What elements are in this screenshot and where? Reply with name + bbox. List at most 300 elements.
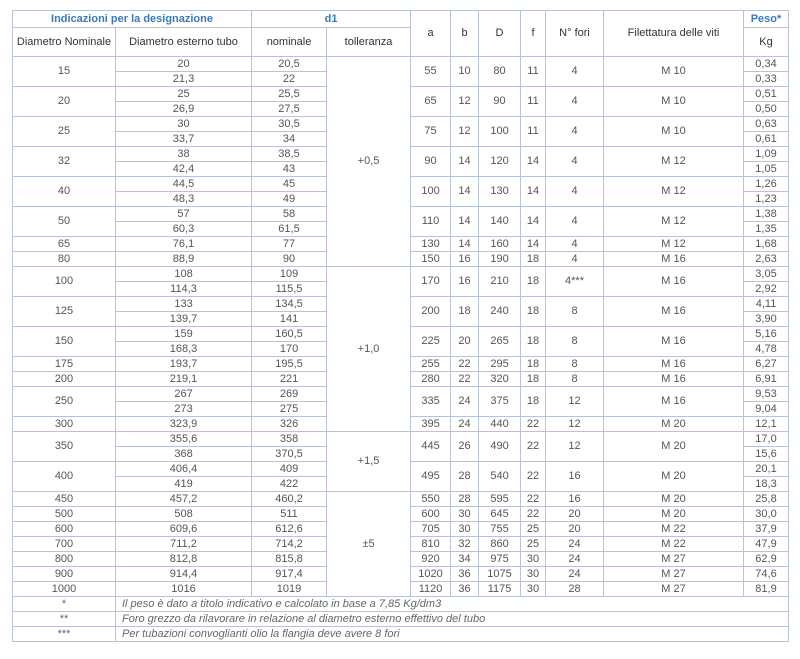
thread-cell: M 27: [604, 567, 744, 582]
d1-nominal-cell: 27,5: [252, 102, 327, 117]
d1-nominal-cell: 409: [252, 462, 327, 477]
a-cell: 130: [411, 237, 451, 252]
nominal-diameter-cell: 300: [13, 417, 116, 432]
outer-diameter-cell: 1016: [116, 582, 252, 597]
D-cell: 320: [479, 372, 521, 387]
d1-nominal-cell: 170: [252, 342, 327, 357]
f-cell: 18: [521, 297, 546, 327]
thread-cell: M 20: [604, 507, 744, 522]
thread-cell: M 16: [604, 372, 744, 387]
a-cell: 150: [411, 252, 451, 267]
nominal-diameter-cell: 100: [13, 267, 116, 297]
footnote-row: [13, 597, 789, 612]
weight-cell: 74,6: [744, 567, 789, 582]
a-cell: 705: [411, 522, 451, 537]
outer-diameter-cell: 508: [116, 507, 252, 522]
D-cell: 160: [479, 237, 521, 252]
header-kg: Kg: [744, 28, 789, 57]
footnote-text: Per tubazioni convoglianti olio la flangia deve avere 8 fori: [116, 627, 789, 642]
a-cell: 170: [411, 267, 451, 297]
weight-cell: 12,1: [744, 417, 789, 432]
outer-diameter-cell: 88,9: [116, 252, 252, 267]
a-cell: 225: [411, 327, 451, 357]
weight-cell: 0,33: [744, 72, 789, 87]
weight-cell: 9,53: [744, 387, 789, 402]
tolerance-cell: +1,5: [327, 432, 411, 492]
holes-cell: 4: [546, 177, 604, 207]
D-cell: 100: [479, 117, 521, 147]
d1-nominal-cell: 30,5: [252, 117, 327, 132]
holes-cell: 28: [546, 582, 604, 597]
D-cell: 755: [479, 522, 521, 537]
b-cell: 22: [451, 372, 479, 387]
f-cell: 30: [521, 552, 546, 567]
holes-cell: 4: [546, 147, 604, 177]
b-cell: 32: [451, 537, 479, 552]
outer-diameter-cell: 44,5: [116, 177, 252, 192]
weight-cell: 2,63: [744, 252, 789, 267]
a-cell: 495: [411, 462, 451, 492]
f-cell: 22: [521, 462, 546, 492]
d1-nominal-cell: 714,2: [252, 537, 327, 552]
holes-cell: 16: [546, 492, 604, 507]
holes-cell: 12: [546, 387, 604, 417]
a-cell: 1120: [411, 582, 451, 597]
d1-nominal-cell: 326: [252, 417, 327, 432]
weight-cell: 5,16: [744, 327, 789, 342]
f-cell: 30: [521, 582, 546, 597]
outer-diameter-cell: 323,9: [116, 417, 252, 432]
nominal-diameter-cell: 450: [13, 492, 116, 507]
D-cell: 860: [479, 537, 521, 552]
footnote-text: Il peso è dato a titolo indicativo e calcolato in base a 7,85 Kg/dm3: [116, 597, 789, 612]
weight-cell: 1,38: [744, 207, 789, 222]
holes-cell: 8: [546, 357, 604, 372]
a-cell: 920: [411, 552, 451, 567]
thread-cell: M 12: [604, 147, 744, 177]
thread-cell: M 10: [604, 87, 744, 117]
outer-diameter-cell: 219,1: [116, 372, 252, 387]
tolerance-cell: ±5: [327, 492, 411, 597]
b-cell: 14: [451, 147, 479, 177]
outer-diameter-cell: 114,3: [116, 282, 252, 297]
table-row: [13, 267, 789, 282]
b-cell: 16: [451, 252, 479, 267]
f-cell: 25: [521, 537, 546, 552]
weight-cell: 1,26: [744, 177, 789, 192]
holes-cell: 4: [546, 237, 604, 252]
D-cell: 265: [479, 327, 521, 357]
holes-cell: 24: [546, 567, 604, 582]
f-cell: 11: [521, 87, 546, 117]
d1-nominal-cell: 221: [252, 372, 327, 387]
weight-cell: 3,05: [744, 267, 789, 282]
header-weight: Peso*: [744, 11, 789, 28]
D-cell: 540: [479, 462, 521, 492]
a-cell: 395: [411, 417, 451, 432]
footnote-mark: **: [13, 612, 116, 627]
b-cell: 30: [451, 522, 479, 537]
D-cell: 975: [479, 552, 521, 567]
f-cell: 30: [521, 567, 546, 582]
b-cell: 36: [451, 567, 479, 582]
weight-cell: 9,04: [744, 402, 789, 417]
D-cell: 210: [479, 267, 521, 297]
nominal-diameter-cell: 125: [13, 297, 116, 327]
d1-nominal-cell: 815,8: [252, 552, 327, 567]
header-outer-diameter: Diametro esterno tubo: [116, 28, 252, 57]
weight-cell: 17,0: [744, 432, 789, 447]
D-cell: 490: [479, 432, 521, 462]
a-cell: 55: [411, 57, 451, 87]
d1-nominal-cell: 134,5: [252, 297, 327, 312]
weight-cell: 0,50: [744, 102, 789, 117]
outer-diameter-cell: 267: [116, 387, 252, 402]
outer-diameter-cell: 133: [116, 297, 252, 312]
nominal-diameter-cell: 700: [13, 537, 116, 552]
weight-cell: 3,90: [744, 312, 789, 327]
d1-nominal-cell: 422: [252, 477, 327, 492]
f-cell: 18: [521, 327, 546, 357]
thread-cell: M 22: [604, 537, 744, 552]
outer-diameter-cell: 193,7: [116, 357, 252, 372]
d1-nominal-cell: 20,5: [252, 57, 327, 72]
thread-cell: M 20: [604, 432, 744, 462]
weight-cell: 0,51: [744, 87, 789, 102]
nominal-diameter-cell: 350: [13, 432, 116, 462]
f-cell: 14: [521, 207, 546, 237]
b-cell: 18: [451, 297, 479, 327]
holes-cell: 12: [546, 417, 604, 432]
d1-nominal-cell: 511: [252, 507, 327, 522]
footnote-text: Foro grezzo da rilavorare in relazione al diametro esterno effettivo del tubo: [116, 612, 789, 627]
nominal-diameter-cell: 200: [13, 372, 116, 387]
weight-cell: 0,63: [744, 117, 789, 132]
D-cell: 130: [479, 177, 521, 207]
nominal-diameter-cell: 65: [13, 237, 116, 252]
thread-cell: M 16: [604, 327, 744, 357]
nominal-diameter-cell: 175: [13, 357, 116, 372]
d1-nominal-cell: 1019: [252, 582, 327, 597]
d1-nominal-cell: 49: [252, 192, 327, 207]
weight-cell: 30,0: [744, 507, 789, 522]
thread-cell: M 27: [604, 582, 744, 597]
a-cell: 335: [411, 387, 451, 417]
weight-cell: 0,34: [744, 57, 789, 72]
outer-diameter-cell: 419: [116, 477, 252, 492]
outer-diameter-cell: 168,3: [116, 342, 252, 357]
holes-cell: 8: [546, 372, 604, 387]
header-designation: Indicazioni per la designazione: [13, 11, 252, 28]
nominal-diameter-cell: 900: [13, 567, 116, 582]
f-cell: 18: [521, 372, 546, 387]
f-cell: 22: [521, 507, 546, 522]
holes-cell: 16: [546, 462, 604, 492]
a-cell: 90: [411, 147, 451, 177]
f-cell: 14: [521, 147, 546, 177]
d1-nominal-cell: 195,5: [252, 357, 327, 372]
weight-cell: 37,9: [744, 522, 789, 537]
table-row: [13, 432, 789, 447]
header-nominal-diameter: Diametro Nominale: [13, 28, 116, 57]
holes-cell: 12: [546, 432, 604, 462]
outer-diameter-cell: 42,4: [116, 162, 252, 177]
thread-cell: M 12: [604, 237, 744, 252]
D-cell: 120: [479, 147, 521, 177]
outer-diameter-cell: 406,4: [116, 462, 252, 477]
header-thread: Filettatura delle viti: [604, 11, 744, 57]
D-cell: 440: [479, 417, 521, 432]
weight-cell: 1,09: [744, 147, 789, 162]
d1-nominal-cell: 275: [252, 402, 327, 417]
holes-cell: 4: [546, 57, 604, 87]
weight-cell: 15,6: [744, 447, 789, 462]
weight-cell: 6,27: [744, 357, 789, 372]
holes-cell: 4: [546, 117, 604, 147]
a-cell: 255: [411, 357, 451, 372]
a-cell: 810: [411, 537, 451, 552]
header-d1: d1: [252, 11, 411, 28]
tolerance-cell: +1,0: [327, 267, 411, 432]
d1-nominal-cell: 22: [252, 72, 327, 87]
tolerance-cell: +0,5: [327, 57, 411, 267]
outer-diameter-cell: 33,7: [116, 132, 252, 147]
outer-diameter-cell: 57: [116, 207, 252, 222]
thread-cell: M 20: [604, 417, 744, 432]
weight-cell: 81,9: [744, 582, 789, 597]
thread-cell: M 22: [604, 522, 744, 537]
thread-cell: M 16: [604, 357, 744, 372]
nominal-diameter-cell: 150: [13, 327, 116, 357]
f-cell: 25: [521, 522, 546, 537]
outer-diameter-cell: 26,9: [116, 102, 252, 117]
D-cell: 1175: [479, 582, 521, 597]
b-cell: 16: [451, 267, 479, 297]
thread-cell: M 16: [604, 297, 744, 327]
b-cell: 24: [451, 387, 479, 417]
nominal-diameter-cell: 40: [13, 177, 116, 207]
weight-cell: 1,35: [744, 222, 789, 237]
b-cell: 14: [451, 237, 479, 252]
outer-diameter-cell: 21,3: [116, 72, 252, 87]
b-cell: 14: [451, 207, 479, 237]
nominal-diameter-cell: 1000: [13, 582, 116, 597]
d1-nominal-cell: 358: [252, 432, 327, 447]
holes-cell: 4***: [546, 267, 604, 297]
holes-cell: 20: [546, 522, 604, 537]
holes-cell: 8: [546, 327, 604, 357]
weight-cell: 4,11: [744, 297, 789, 312]
outer-diameter-cell: 457,2: [116, 492, 252, 507]
a-cell: 550: [411, 492, 451, 507]
outer-diameter-cell: 368: [116, 447, 252, 462]
outer-diameter-cell: 76,1: [116, 237, 252, 252]
outer-diameter-cell: 38: [116, 147, 252, 162]
footnote-row: [13, 612, 789, 627]
holes-cell: 4: [546, 252, 604, 267]
f-cell: 14: [521, 237, 546, 252]
b-cell: 24: [451, 417, 479, 432]
D-cell: 295: [479, 357, 521, 372]
f-cell: 22: [521, 492, 546, 507]
outer-diameter-cell: 20: [116, 57, 252, 72]
a-cell: 110: [411, 207, 451, 237]
header-nominal: nominale: [252, 28, 327, 57]
header-a: a: [411, 11, 451, 57]
thread-cell: M 10: [604, 117, 744, 147]
D-cell: 80: [479, 57, 521, 87]
d1-nominal-cell: 917,4: [252, 567, 327, 582]
weight-cell: 0,61: [744, 132, 789, 147]
D-cell: 190: [479, 252, 521, 267]
d1-nominal-cell: 43: [252, 162, 327, 177]
holes-cell: 24: [546, 537, 604, 552]
a-cell: 445: [411, 432, 451, 462]
holes-cell: 4: [546, 87, 604, 117]
nominal-diameter-cell: 50: [13, 207, 116, 237]
d1-nominal-cell: 90: [252, 252, 327, 267]
outer-diameter-cell: 108: [116, 267, 252, 282]
b-cell: 14: [451, 177, 479, 207]
a-cell: 200: [411, 297, 451, 327]
d1-nominal-cell: 269: [252, 387, 327, 402]
weight-cell: 25,8: [744, 492, 789, 507]
holes-cell: 24: [546, 552, 604, 567]
D-cell: 375: [479, 387, 521, 417]
thread-cell: M 16: [604, 387, 744, 417]
thread-cell: M 20: [604, 492, 744, 507]
weight-cell: 4,78: [744, 342, 789, 357]
holes-cell: 4: [546, 207, 604, 237]
header-b: b: [451, 11, 479, 57]
D-cell: 595: [479, 492, 521, 507]
nominal-diameter-cell: 500: [13, 507, 116, 522]
nominal-diameter-cell: 32: [13, 147, 116, 177]
b-cell: 22: [451, 357, 479, 372]
weight-cell: 20,1: [744, 462, 789, 477]
b-cell: 20: [451, 327, 479, 357]
a-cell: 600: [411, 507, 451, 522]
d1-nominal-cell: 58: [252, 207, 327, 222]
thread-cell: M 12: [604, 207, 744, 237]
d1-nominal-cell: 109: [252, 267, 327, 282]
b-cell: 12: [451, 117, 479, 147]
weight-cell: 2,92: [744, 282, 789, 297]
d1-nominal-cell: 370,5: [252, 447, 327, 462]
nominal-diameter-cell: 400: [13, 462, 116, 492]
a-cell: 75: [411, 117, 451, 147]
f-cell: 18: [521, 252, 546, 267]
weight-cell: 6,91: [744, 372, 789, 387]
header-f: f: [521, 11, 546, 57]
footnote-mark: ***: [13, 627, 116, 642]
thread-cell: M 12: [604, 177, 744, 207]
outer-diameter-cell: 273: [116, 402, 252, 417]
d1-nominal-cell: 61,5: [252, 222, 327, 237]
outer-diameter-cell: 355,6: [116, 432, 252, 447]
d1-nominal-cell: 77: [252, 237, 327, 252]
weight-cell: 1,68: [744, 237, 789, 252]
table-row: [13, 57, 789, 72]
outer-diameter-cell: 48,3: [116, 192, 252, 207]
b-cell: 28: [451, 462, 479, 492]
nominal-diameter-cell: 25: [13, 117, 116, 147]
outer-diameter-cell: 30: [116, 117, 252, 132]
header-holes: N° fori: [546, 11, 604, 57]
D-cell: 240: [479, 297, 521, 327]
b-cell: 30: [451, 507, 479, 522]
nominal-diameter-cell: 80: [13, 252, 116, 267]
footnote-mark: *: [13, 597, 116, 612]
d1-nominal-cell: 25,5: [252, 87, 327, 102]
D-cell: 645: [479, 507, 521, 522]
thread-cell: M 20: [604, 462, 744, 492]
b-cell: 36: [451, 582, 479, 597]
b-cell: 10: [451, 57, 479, 87]
a-cell: 65: [411, 87, 451, 117]
header-D: D: [479, 11, 521, 57]
b-cell: 34: [451, 552, 479, 567]
b-cell: 28: [451, 492, 479, 507]
footnote-row: [13, 627, 789, 642]
f-cell: 18: [521, 387, 546, 417]
outer-diameter-cell: 139,7: [116, 312, 252, 327]
outer-diameter-cell: 711,2: [116, 537, 252, 552]
nominal-diameter-cell: 600: [13, 522, 116, 537]
thread-cell: M 16: [604, 252, 744, 267]
nominal-diameter-cell: 15: [13, 57, 116, 87]
d1-nominal-cell: 45: [252, 177, 327, 192]
thread-cell: M 10: [604, 57, 744, 87]
outer-diameter-cell: 914,4: [116, 567, 252, 582]
outer-diameter-cell: 25: [116, 87, 252, 102]
d1-nominal-cell: 460,2: [252, 492, 327, 507]
nominal-diameter-cell: 250: [13, 387, 116, 417]
f-cell: 22: [521, 417, 546, 432]
a-cell: 100: [411, 177, 451, 207]
outer-diameter-cell: 609,6: [116, 522, 252, 537]
f-cell: 11: [521, 117, 546, 147]
D-cell: 140: [479, 207, 521, 237]
b-cell: 26: [451, 432, 479, 462]
nominal-diameter-cell: 800: [13, 552, 116, 567]
header-tolerance: tolleranza: [327, 28, 411, 57]
d1-nominal-cell: 115,5: [252, 282, 327, 297]
weight-cell: 18,3: [744, 477, 789, 492]
weight-cell: 1,23: [744, 192, 789, 207]
D-cell: 1075: [479, 567, 521, 582]
f-cell: 18: [521, 357, 546, 372]
outer-diameter-cell: 60,3: [116, 222, 252, 237]
table-body: [13, 57, 789, 642]
b-cell: 12: [451, 87, 479, 117]
weight-cell: 1,05: [744, 162, 789, 177]
weight-cell: 47,9: [744, 537, 789, 552]
a-cell: 1020: [411, 567, 451, 582]
f-cell: 18: [521, 267, 546, 297]
f-cell: 14: [521, 177, 546, 207]
holes-cell: 20: [546, 507, 604, 522]
outer-diameter-cell: 812,8: [116, 552, 252, 567]
table-row: [13, 492, 789, 507]
D-cell: 90: [479, 87, 521, 117]
d1-nominal-cell: 612,6: [252, 522, 327, 537]
holes-cell: 8: [546, 297, 604, 327]
outer-diameter-cell: 159: [116, 327, 252, 342]
thread-cell: M 27: [604, 552, 744, 567]
a-cell: 280: [411, 372, 451, 387]
nominal-diameter-cell: 20: [13, 87, 116, 117]
